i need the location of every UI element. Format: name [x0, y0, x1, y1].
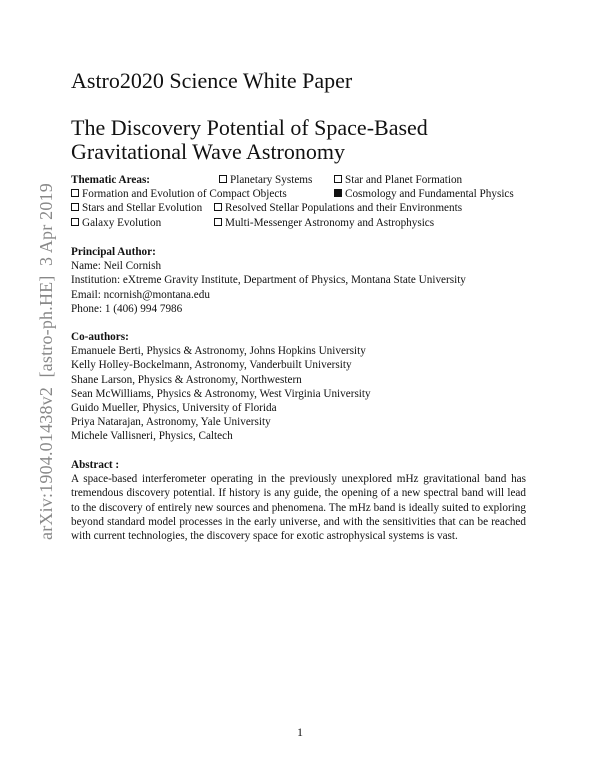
thematic-option-multi-messenger[interactable]: Multi-Messenger Astronomy and Astrophysics	[214, 216, 434, 230]
checkbox-checked-icon[interactable]	[334, 189, 342, 197]
author-phone: Phone: 1 (406) 994 7986	[71, 302, 183, 315]
paper-title	[71, 116, 541, 164]
paper-title-line-1: The Discovery Potential of Space-Based	[71, 115, 428, 140]
coauthor-item: Michele Vallisneri, Physics, Caltech	[71, 430, 233, 443]
page-number: 1	[297, 725, 303, 739]
coauthor-item: Priya Natarajan, Astronomy, Yale University	[71, 416, 271, 429]
checkbox-empty-icon[interactable]	[71, 203, 79, 211]
thematic-option-stellar-evolution[interactable]: Stars and Stellar Evolution	[71, 201, 202, 215]
checkbox-empty-icon[interactable]	[214, 218, 222, 226]
author-name: Name: Neil Cornish	[71, 260, 162, 273]
abstract-section	[71, 458, 531, 543]
thematic-areas-label: Thematic Areas:	[71, 174, 151, 186]
checkbox-empty-icon[interactable]	[219, 175, 227, 183]
coauthors-heading: Co-authors:	[71, 331, 129, 343]
coauthor-item: Kelly Holley-Bockelmann, Astronomy, Vanderbuilt University	[71, 359, 352, 372]
coauthors-section	[71, 330, 531, 444]
principal-author-section	[71, 245, 531, 316]
white-paper-header: Astro2020 Science White Paper	[71, 68, 353, 93]
thematic-option-compact-objects[interactable]: Formation and Evolution of Compact Objects	[71, 187, 287, 201]
author-email[interactable]: Email: ncornish@montana.edu	[71, 288, 210, 301]
checkbox-empty-icon[interactable]	[214, 203, 222, 211]
checkbox-empty-icon[interactable]	[334, 175, 342, 183]
thematic-option-planetary-systems[interactable]: Planetary Systems	[219, 173, 312, 187]
checkbox-empty-icon[interactable]	[71, 218, 79, 226]
thematic-option-galaxy-evolution[interactable]: Galaxy Evolution	[71, 216, 161, 230]
author-institution: Institution: eXtreme Gravity Institute, Department of Physics, Montana State University	[71, 274, 466, 287]
abstract-heading: Abstract :	[71, 459, 120, 471]
coauthor-item: Sean McWilliams, Physics & Astronomy, West Virginia University	[71, 387, 371, 400]
abstract-text: A space-based interferometer operating in the previously unexplored mHz gravitational band has tremendous discovery potential. If history is any guide, the opening of a new spectral band will lead to the discovery of entirely new sources and phenomena. The mHz band is ideally suited to exploring beyond standard model processes in the early universe, and with the sensitivities that can be reached with current technologies, the discovery space for exotic astrophysical systems is vast.	[71, 473, 526, 543]
thematic-option-cosmology[interactable]: Cosmology and Fundamental Physics	[334, 187, 514, 201]
thematic-option-star-planet-formation[interactable]: Star and Planet Formation	[334, 173, 462, 187]
coauthor-item: Emanuele Berti, Physics & Astronomy, Johns Hopkins University	[71, 345, 366, 358]
checkbox-empty-icon[interactable]	[71, 189, 79, 197]
principal-author-heading: Principal Author:	[71, 246, 156, 258]
arxiv-identifier: arXiv:1904.01438v2 [astro-ph.HE] 3 Apr 2019	[36, 183, 56, 540]
coauthor-item: Guido Mueller, Physics, University of Florida	[71, 402, 277, 415]
thematic-option-resolved-stellar-populations[interactable]: Resolved Stellar Populations and their Environments	[214, 201, 462, 215]
coauthor-item: Shane Larson, Physics & Astronomy, Northwestern	[71, 373, 302, 386]
paper-title-line-2: Gravitational Wave Astronomy	[71, 139, 345, 164]
